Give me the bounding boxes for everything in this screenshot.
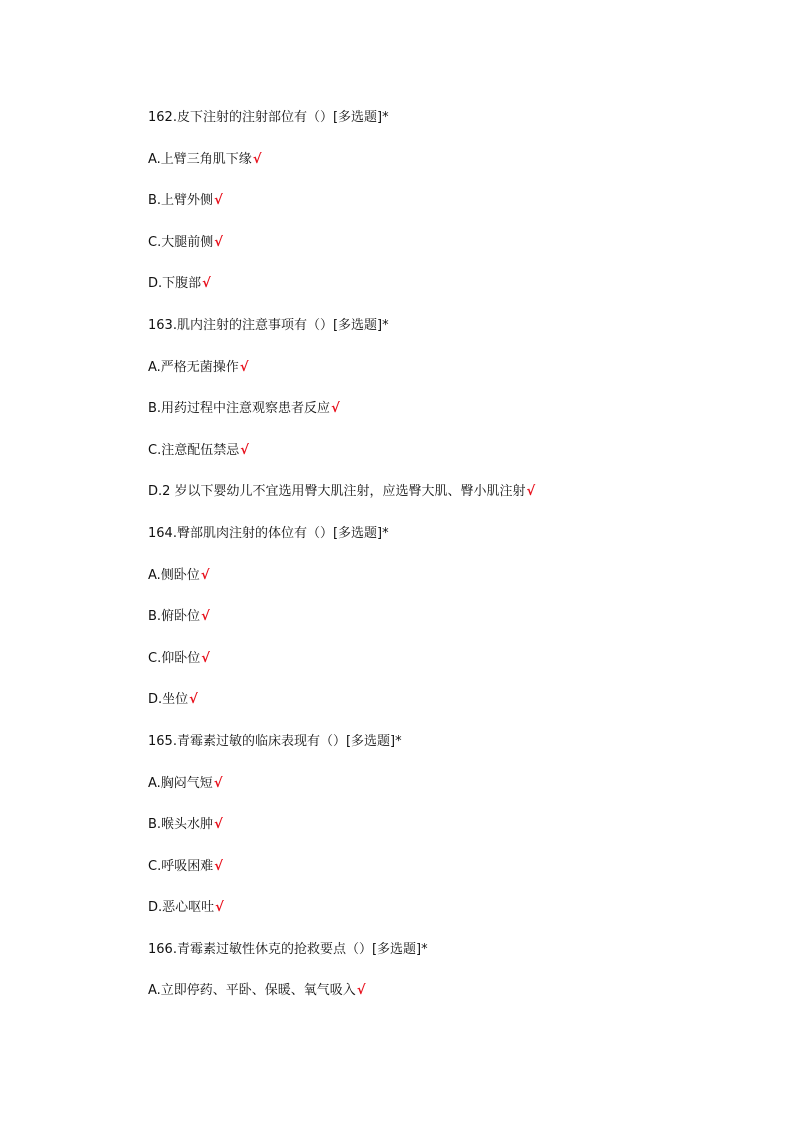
- answer-option: [148, 605, 748, 647]
- answer-option: [148, 439, 748, 481]
- answer-option: [148, 189, 748, 231]
- question-stem: [148, 938, 748, 980]
- check-mark-icon: √: [189, 692, 198, 708]
- option-text: D.2 岁以下婴幼儿不宜选用臀大肌注射，应选臀大肌、臀小肌注射: [148, 484, 526, 500]
- option-text: B.上臂外侧: [148, 193, 214, 209]
- answer-option: [148, 148, 748, 190]
- question-stem: [148, 522, 748, 564]
- option-text: A.上臂三角肌下缘: [148, 151, 252, 167]
- check-mark-icon: √: [331, 401, 340, 417]
- option-text: C.呼吸困难: [148, 858, 214, 874]
- option-text: D.恶心呕吐: [148, 900, 215, 916]
- answer-option: [148, 979, 748, 1021]
- question-stem: [148, 314, 748, 356]
- answer-option: [148, 272, 748, 314]
- question-text: 165.青霉素过敏的临床表现有（）[多选题]*: [148, 733, 402, 749]
- question-text: 162.皮下注射的注射部位有（）[多选题]*: [148, 110, 389, 125]
- option-text: A.严格无菌操作: [148, 359, 239, 375]
- answer-option: [148, 564, 748, 606]
- answer-option: [148, 813, 748, 855]
- answer-option: [148, 647, 748, 689]
- check-mark-icon: √: [200, 567, 210, 583]
- question-stem: [148, 730, 748, 772]
- question-stem: [148, 106, 748, 148]
- answer-option: [148, 896, 748, 938]
- option-text: C.仰卧位: [148, 650, 201, 666]
- question-text: 164.臀部肌肉注射的体位有（）[多选题]*: [148, 525, 389, 541]
- option-text: D.坐位: [148, 692, 189, 708]
- check-mark-icon: √: [214, 817, 223, 833]
- answer-option: [148, 480, 748, 522]
- check-mark-icon: √: [214, 193, 223, 209]
- answer-option: [148, 356, 748, 398]
- check-mark-icon: √: [201, 609, 210, 625]
- answer-option: [148, 688, 748, 730]
- option-text: C.大腿前侧: [148, 234, 214, 250]
- option-text: D.下腹部: [148, 276, 202, 292]
- question-list: [148, 106, 748, 1021]
- answer-option: [148, 231, 748, 273]
- check-mark-icon: √: [240, 442, 249, 458]
- answer-option: [148, 397, 748, 439]
- check-mark-icon: √: [252, 151, 262, 167]
- answer-option: [148, 855, 748, 897]
- option-text: A.立即停药、平卧、保暖、氧气吸入: [148, 983, 356, 999]
- check-mark-icon: √: [201, 650, 210, 666]
- option-text: A.胸闷气短: [148, 775, 213, 791]
- option-text: C.注意配伍禁忌: [148, 442, 240, 458]
- check-mark-icon: √: [213, 775, 223, 791]
- option-text: B.用药过程中注意观察患者反应: [148, 401, 331, 417]
- question-text: 166.青霉素过敏性休克的抢救要点（）[多选题]*: [148, 941, 428, 957]
- question-text: 163.肌内注射的注意事项有（）[多选题]*: [148, 317, 389, 333]
- check-mark-icon: √: [526, 484, 536, 500]
- answer-option: [148, 772, 748, 814]
- check-mark-icon: √: [239, 359, 249, 375]
- option-text: B.喉头水肿: [148, 817, 214, 833]
- check-mark-icon: √: [214, 234, 223, 250]
- check-mark-icon: √: [202, 276, 211, 292]
- check-mark-icon: √: [356, 983, 366, 999]
- check-mark-icon: √: [214, 858, 223, 874]
- check-mark-icon: √: [215, 900, 224, 916]
- option-text: A.侧卧位: [148, 567, 200, 583]
- option-text: B.俯卧位: [148, 609, 201, 625]
